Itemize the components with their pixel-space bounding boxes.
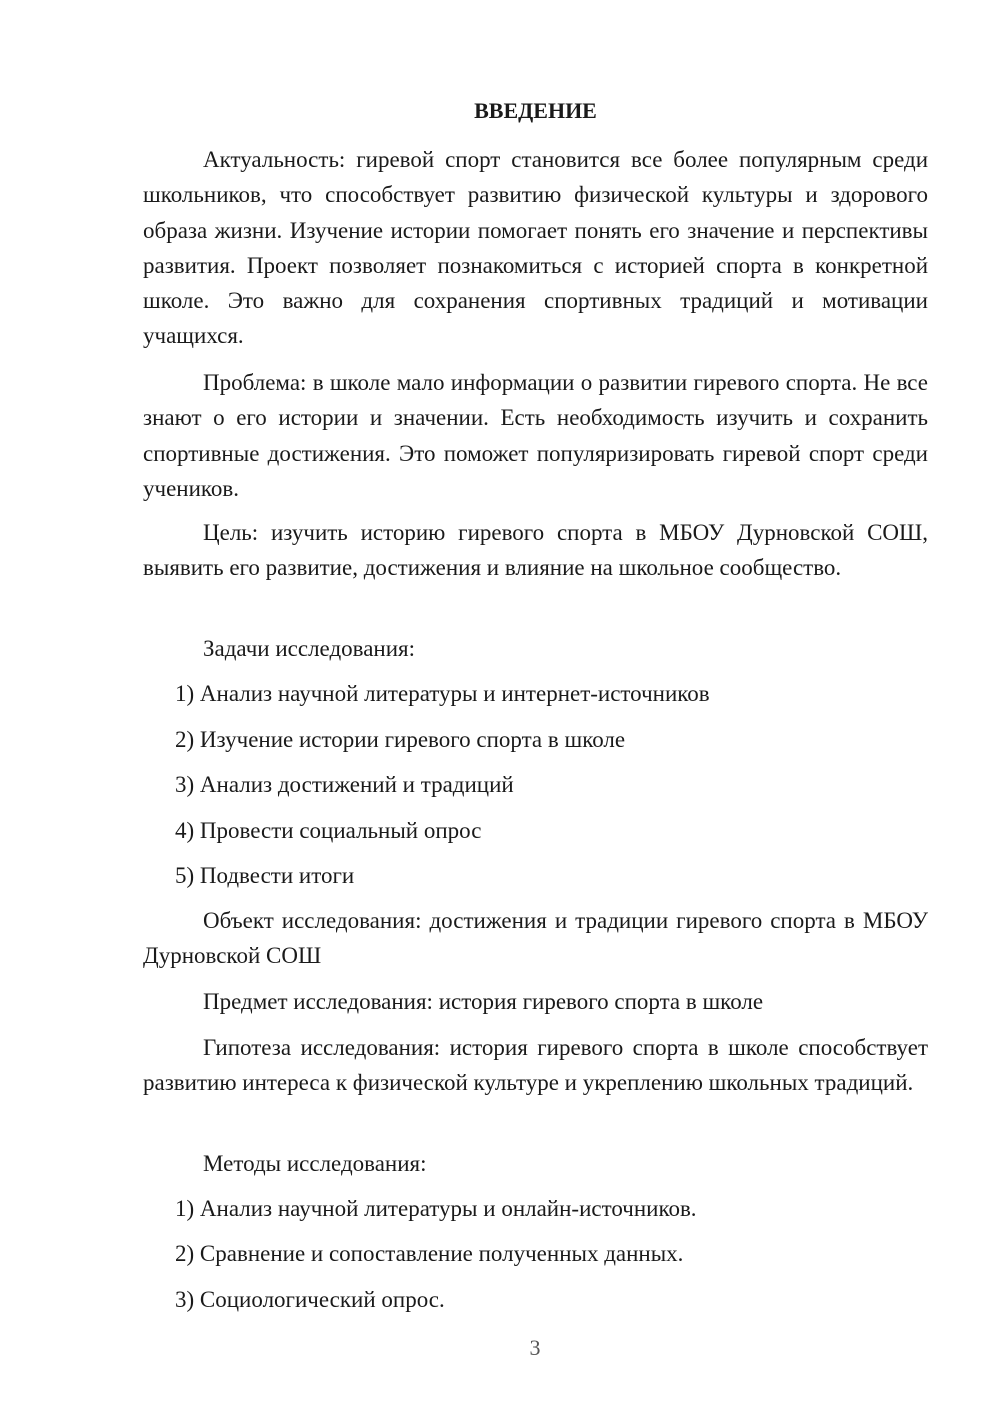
subject-paragraph: Предмет исследования: история гиревого спорта в школе	[203, 989, 764, 1014]
tasks-heading: Задачи исследования:	[203, 636, 416, 661]
method-item: 3) Социологический опрос.	[175, 1287, 445, 1312]
task-item: 1) Анализ научной литературы и интернет-источников	[175, 681, 710, 706]
hypothesis-paragraph: Гипотеза исследования: история гиревого спорта в школе способствует развитию интереса к физической культуре и укреплению школьных традиций.	[143, 1035, 928, 1096]
task-item: 4) Провести социальный опрос	[175, 818, 482, 843]
section-title: ВВЕДЕНИЕ	[474, 98, 597, 123]
problem-paragraph: Проблема: в школе мало информации о развитии гиревого спорта. Не все знают о его истории и значении. Есть необходимость изучить и сохранить спортивные достижения. Это поможет популяризировать гиревой спорт среди учеников.	[143, 370, 928, 501]
method-item: 1) Анализ научной литературы и онлайн-источников.	[175, 1196, 697, 1221]
page-number: 3	[529, 1335, 541, 1360]
goal-paragraph: Цель: изучить историю гиревого спорта в МБОУ Дурновской СОШ, выявить его развитие, достижения и влияние на школьное сообщество.	[143, 520, 928, 581]
task-item: 2) Изучение истории гиревого спорта в школе	[175, 727, 626, 752]
method-item: 2) Сравнение и сопоставление полученных данных.	[175, 1241, 684, 1266]
task-item: 5) Подвести итоги	[175, 863, 355, 888]
methods-heading: Методы исследования:	[203, 1151, 427, 1176]
task-item: 3) Анализ достижений и традиций	[175, 772, 514, 797]
relevance-paragraph: Актуальность: гиревой спорт становится все более популярным среди школьников, что способствует развитию физической культуры и здорового образа жизни. Изучение истории помогает понять его значение и перспективы развития. Проект позволяет познакомиться с историей спорта в конкретной школе. Это важно для сохранения спортивных традиций и мотивации учащихся.	[143, 147, 928, 349]
object-paragraph: Объект исследования: достижения и традиции гиревого спорта в МБОУ Дурновской СОШ	[143, 908, 928, 969]
